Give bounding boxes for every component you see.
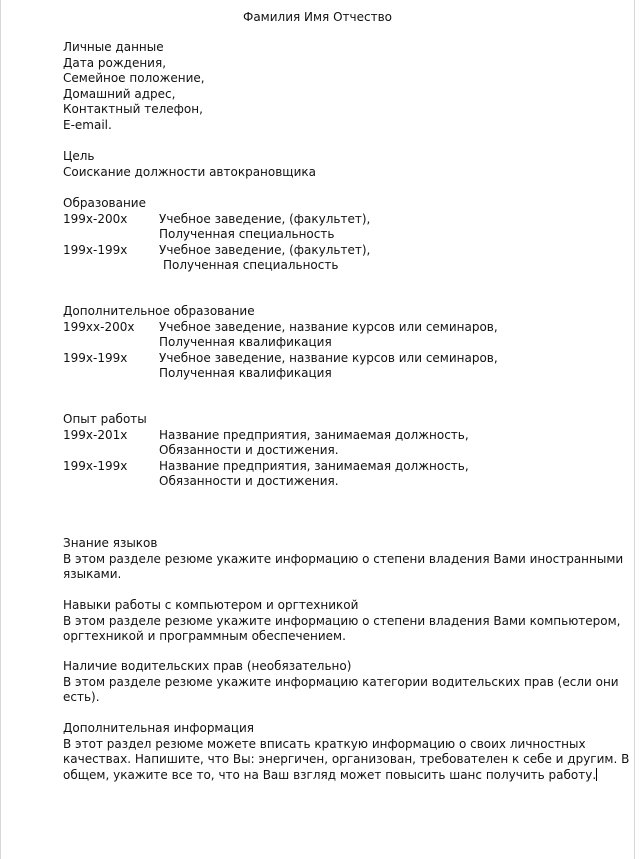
computer-skills-text-line: оргтехникой и программным обеспечением.: [63, 629, 346, 644]
personal-birthdate: Дата рождения,: [63, 55, 167, 70]
course-entry: [63, 351, 594, 367]
job-dates: 199x-199x: [63, 458, 128, 473]
job-entry: [63, 459, 594, 475]
personal-phone: Контактный телефон,: [63, 102, 203, 117]
license-heading: Наличие водительских прав (необязательно): [63, 659, 352, 673]
personal-home-address: Домашний адрес,: [63, 86, 176, 101]
job-dates: 199x-201x: [63, 427, 128, 442]
additional-education-section: [63, 304, 594, 382]
education-institution: Учебное заведение, (факультет),: [159, 242, 371, 257]
education-entry-line2: [63, 258, 594, 274]
goal-text: Соискание должности автокрановщика: [63, 164, 317, 179]
job-entry: [63, 428, 594, 444]
experience-section: [63, 412, 594, 490]
course-institution: Учебное заведение, название курсов или семинаров,: [159, 319, 498, 334]
license-text-line: есть).: [63, 690, 100, 705]
job-entry-line2: [63, 474, 594, 490]
job-duties: Обязанности и достижения.: [159, 443, 339, 458]
additional-info-text-line: качествах. Напишите, что Вы: энергичен, организован, требователен к себе и другим. В: [63, 752, 630, 767]
job-company-position: Название предприятия, занимаемая должность,: [159, 427, 469, 442]
education-entry-line2: [63, 227, 594, 243]
additional-info-section: [63, 721, 630, 783]
additional-info-heading: Дополнительная информация: [63, 721, 255, 735]
goal-heading: Цель: [63, 149, 95, 163]
experience-heading: Опыт работы: [63, 412, 147, 426]
additional-info-text-line: В этот раздел резюме можете вписать краткую информацию о своих личностных: [63, 736, 586, 751]
education-specialty: Полученная специальность: [159, 227, 335, 242]
license-section: [63, 659, 619, 706]
text-cursor: [596, 768, 597, 781]
course-entry: [63, 320, 594, 336]
course-entry-line2: [63, 335, 594, 351]
job-duties: Обязанности и достижения.: [159, 474, 339, 489]
education-institution: Учебное заведение, (факультет),: [159, 211, 371, 226]
additional-info-last-line: общем, укажите все то, что на Ваш взгляд может повысить шанс получить работу.: [63, 767, 597, 782]
course-qualification: Полученная квалификация: [159, 335, 332, 350]
resume-title: Фамилия Имя Отчество: [242, 10, 392, 24]
course-entry-line2: [63, 366, 594, 382]
education-entry: [63, 212, 594, 228]
education-heading: Образование: [63, 196, 146, 210]
computer-skills-text-line: В этом разделе резюме укажите информацию о степени владения Вами компьютером,: [63, 613, 621, 628]
computer-skills-heading: Навыки работы с компьютером и оргтехникой: [63, 598, 359, 612]
personal-heading: Личные данные: [63, 40, 164, 54]
personal-section: [63, 40, 594, 134]
languages-section: [63, 536, 624, 583]
additional-info-text-line[interactable]: [63, 767, 597, 784]
education-specialty: Полученная специальность: [163, 258, 339, 273]
additional-education-heading: Дополнительное образование: [63, 304, 255, 318]
course-dates: 199xx-200x: [63, 319, 135, 334]
languages-heading: Знание языков: [63, 536, 158, 550]
computer-skills-section: [63, 598, 621, 645]
course-dates: 199x-199x: [63, 350, 128, 365]
job-entry-line2: [63, 443, 594, 459]
goal-section: [63, 149, 594, 180]
education-entry: [63, 243, 594, 259]
languages-text-line: В этом разделе резюме укажите информацию о степени владения Вами иностранными: [63, 551, 624, 566]
license-text-line: В этом разделе резюме укажите информацию категории водительских прав (если они: [63, 674, 619, 689]
languages-text-line: языками.: [63, 567, 122, 582]
job-company-position: Название предприятия, занимаемая должность,: [159, 458, 469, 473]
education-section: [63, 196, 594, 274]
personal-marital-status: Семейное положение,: [63, 71, 205, 86]
personal-email: E-email.: [63, 117, 112, 132]
education-dates: 199x-200x: [63, 211, 128, 226]
course-institution: Учебное заведение, название курсов или семинаров,: [159, 350, 498, 365]
course-qualification: Полученная квалификация: [159, 366, 332, 381]
education-dates: 199x-199x: [63, 242, 128, 257]
